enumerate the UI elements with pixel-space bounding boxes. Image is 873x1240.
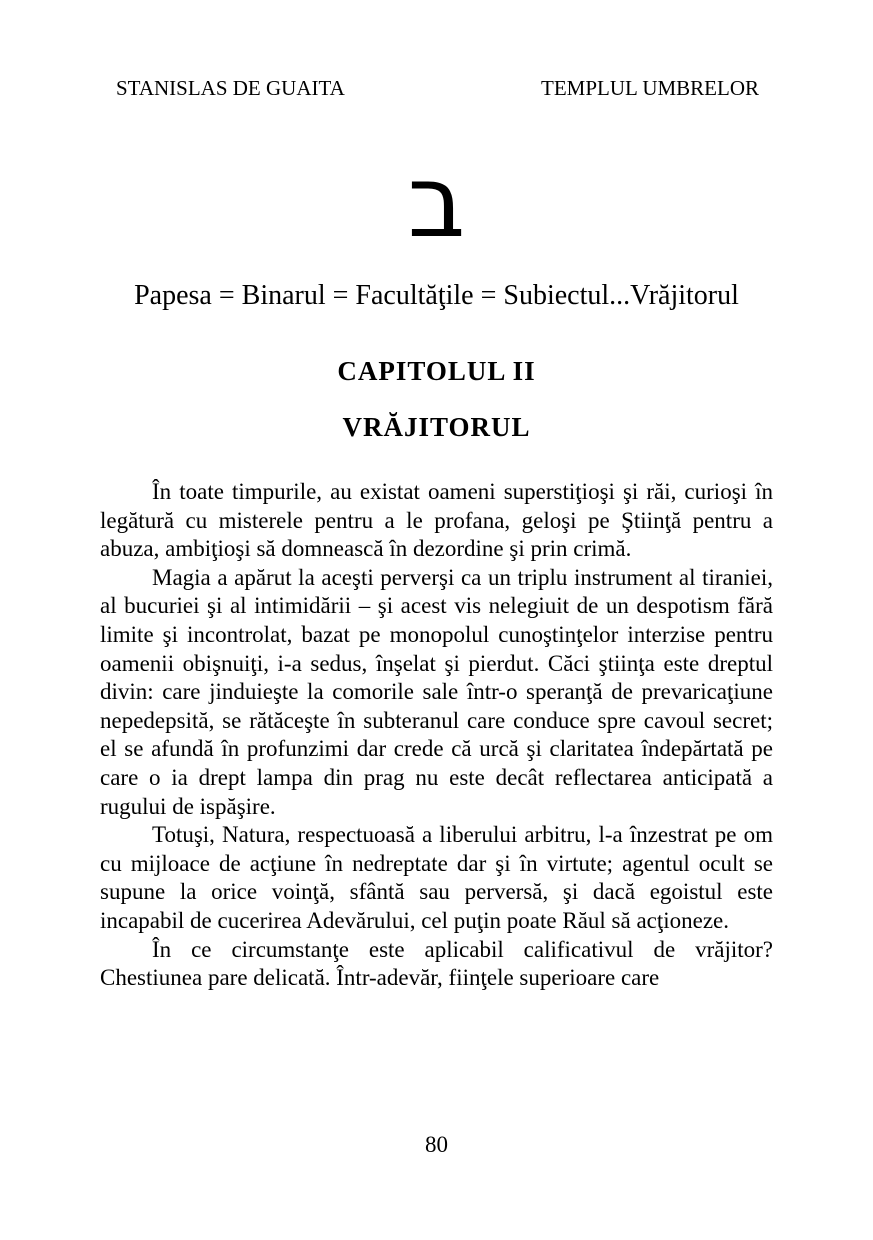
chapter-title-heading: VRĂJITORUL [342, 412, 531, 442]
header-author: STANISLAS DE GUAITA [116, 76, 345, 100]
chapter-number-heading: CAPITOLUL II [337, 356, 536, 386]
page-number: 80 [425, 1132, 448, 1157]
paragraph-1: În toate timpurile, au existat oameni superstiţioşi şi răi, curioşi în legătură cu misterele pentru a le profana, geloşi pe Ştiinţă pentru a abuza, ambiţioşi să domnească în dezordine şi prin crimă. [100, 479, 773, 562]
paragraph-2: Magia a apărut la aceşti perverşi ca un triplu instrument al tiraniei, al bucuriei şi al intimidării – şi acest vis nelegiuit de un despotism fără limite şi incontrolat, bazat pe monopolul cunoştinţelor interzise pentru oamenii obişnuiţi, i-a sedus, înşelat şi pierdut. Căci ştiinţa este dreptul divin: care jinduieşte la comorile sale într-o speranţă de prevaricaţiune nepedepsită, se rătăceşte în subteranul care conduce spre cavoul secret; el se afundă în profunzimi dar crede că urcă şi claritatea îndepărtată pe care o ia drept lampa din prag nu este decât reflectarea anticipată a rugului de ispăşire. [100, 564, 773, 819]
paragraph-4: În ce circumstanţe este aplicabil calificativul de vrăjitor? Chestiunea pare delicată. Într-adevăr, fiinţele superioare care [100, 936, 773, 991]
body-text [100, 478, 773, 993]
running-header [100, 76, 773, 100]
header-book-title: TEMPLUL UMBRELOR [541, 76, 759, 100]
tarot-correspondence-line: Papesa = Binarul = Facultăţile = Subiectul...Vrăjitorul [134, 280, 739, 311]
paragraph-3: Totuşi, Natura, respectuoasă a liberului arbitru, l-a înzestrat pe om cu mijloace de acţiune în nedreptate dar şi în virtute; agentul ocult se supune la orice voinţă, sfântă sau perversă, şi dacă egoistul este incapabil de cucerirea Adevărului, cel puţin poate Răul să acţioneze. [100, 822, 773, 933]
hebrew-letter-bet: ב [407, 143, 466, 260]
